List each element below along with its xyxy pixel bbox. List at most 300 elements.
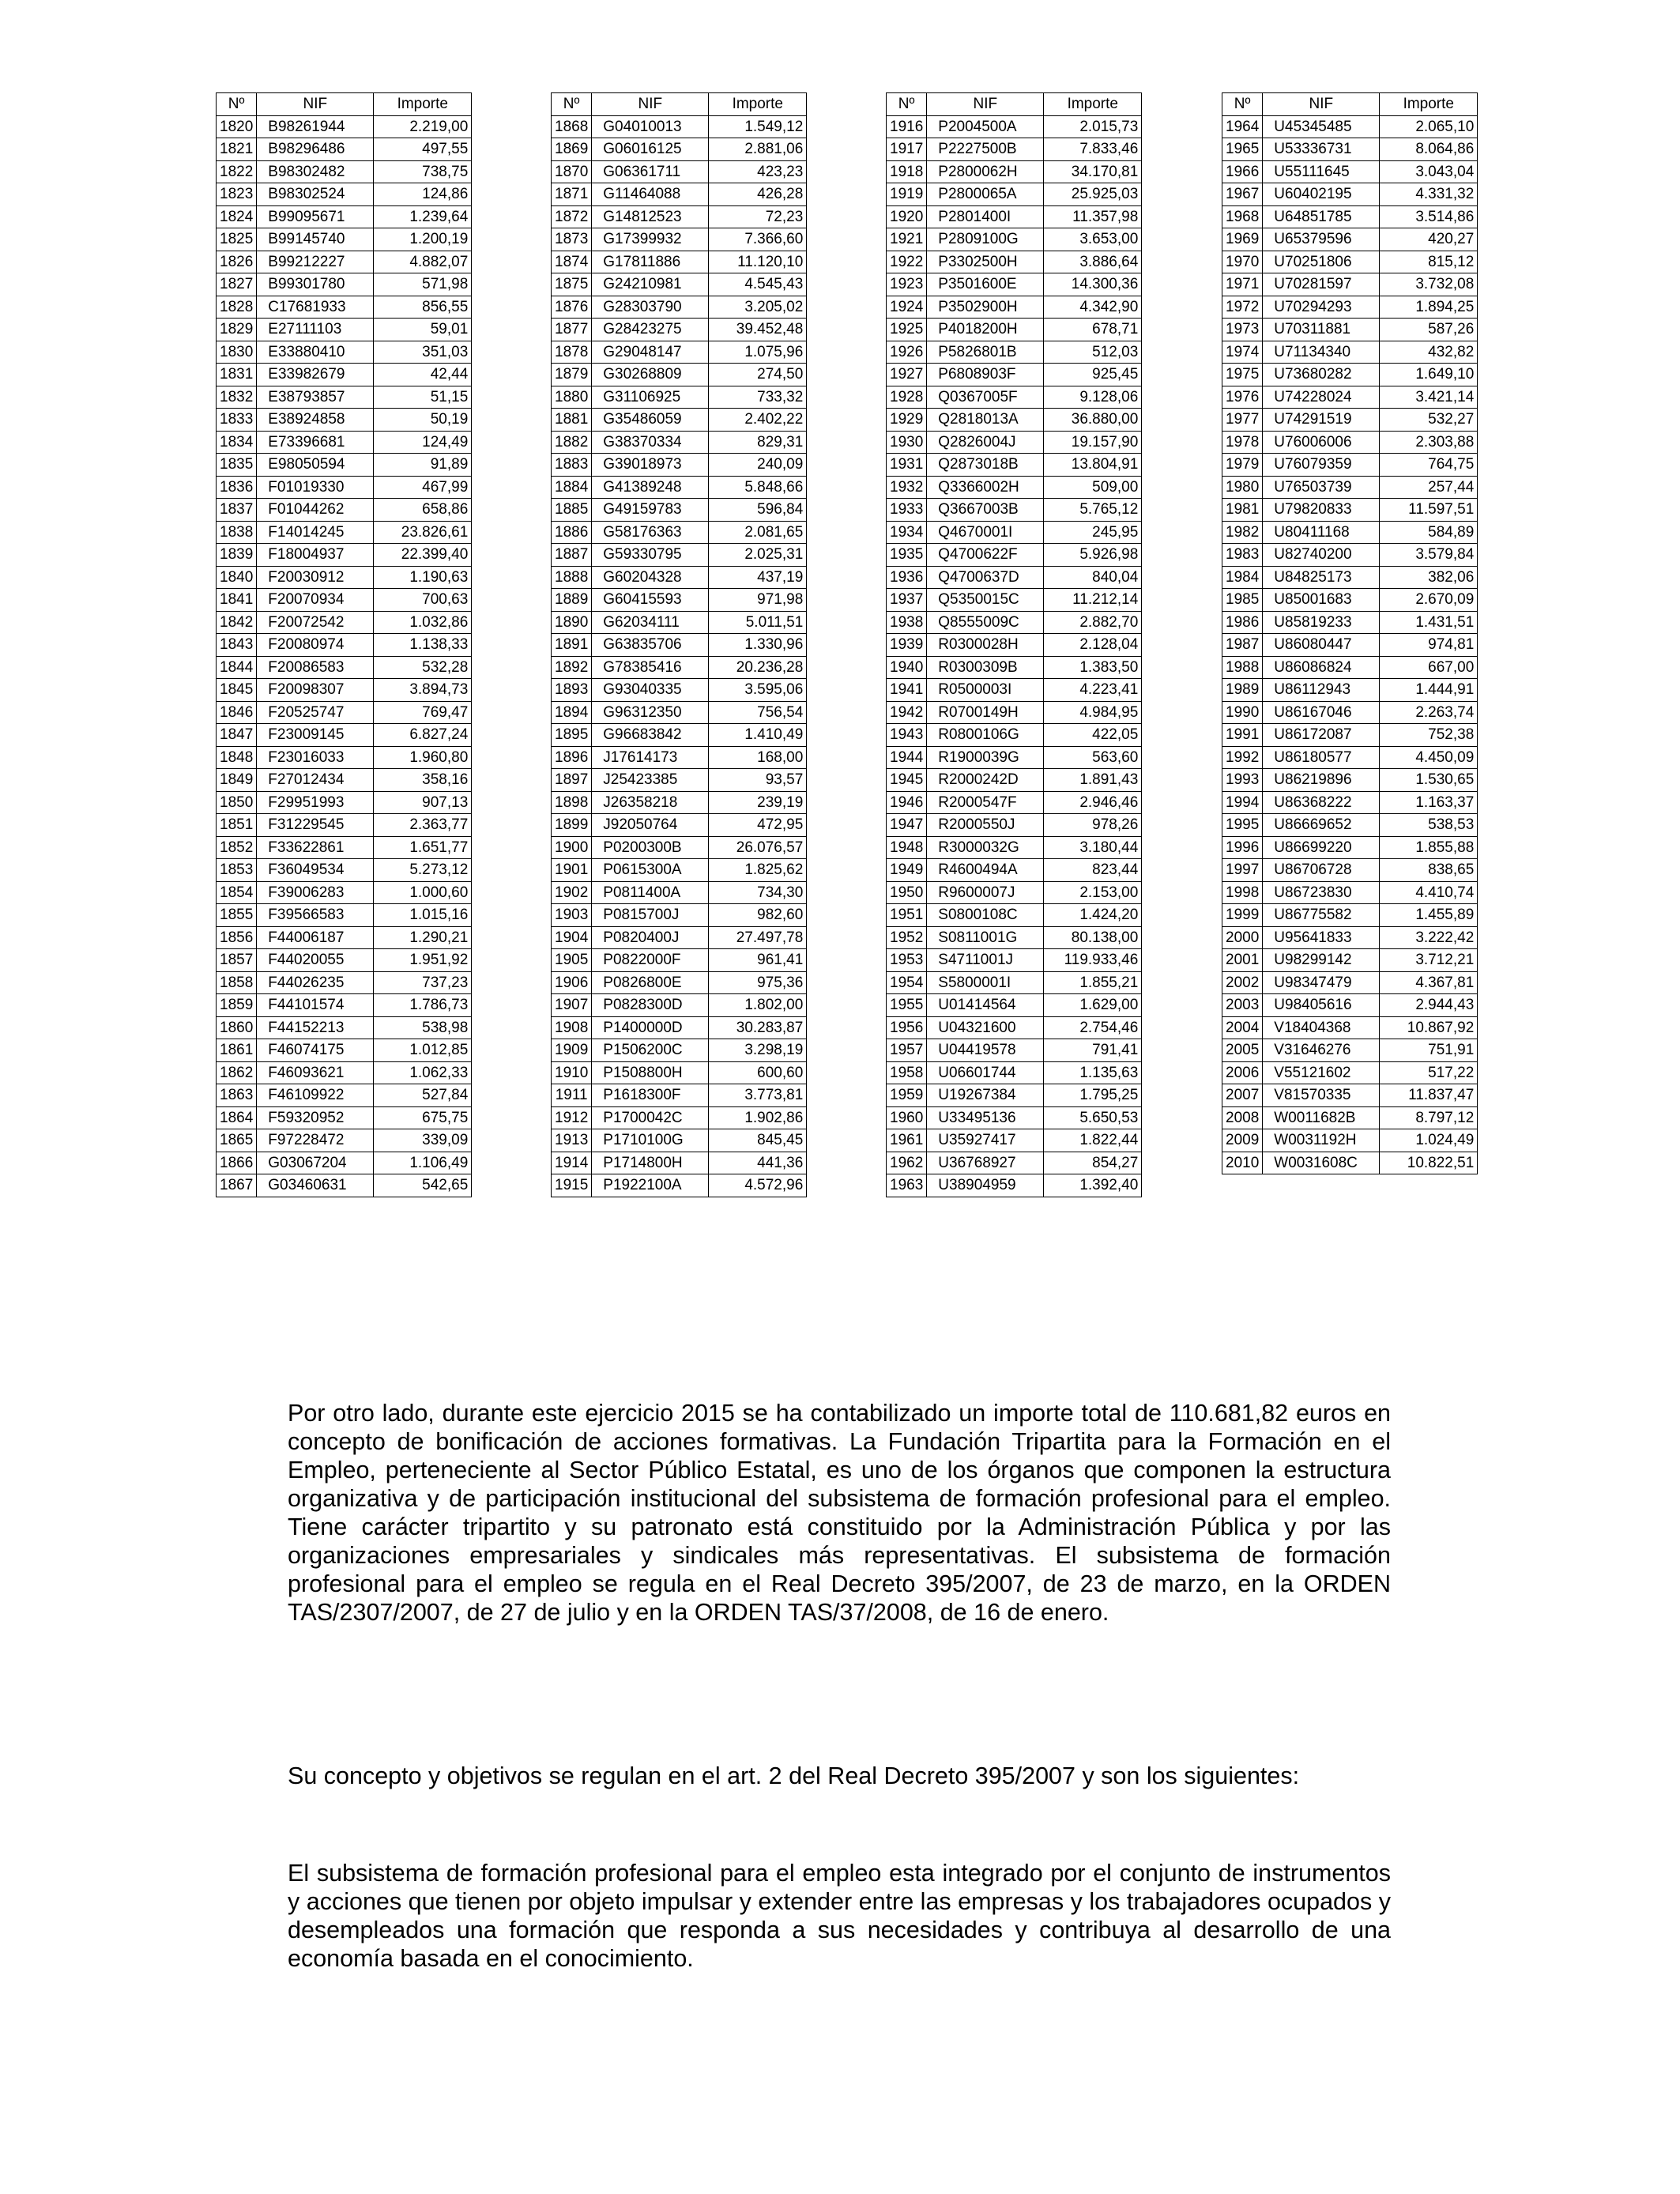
table-row: [1222, 769, 1478, 792]
row-nif: P0822000F: [592, 949, 709, 972]
table-row: [552, 1084, 807, 1107]
row-nif: C17681933: [257, 296, 374, 319]
table-row: [217, 183, 472, 206]
row-importe: 1.822,44: [1044, 1129, 1142, 1152]
table-row: [217, 634, 472, 657]
table-header-row: [1222, 93, 1478, 116]
table-row: [217, 566, 472, 589]
row-number: 1927: [887, 364, 927, 386]
row-number: 1827: [217, 273, 257, 296]
table-row: [552, 791, 807, 814]
row-number: 2002: [1222, 971, 1263, 994]
row-number: 1825: [217, 228, 257, 251]
table-row: [1222, 611, 1478, 634]
row-number: 1879: [552, 364, 592, 386]
row-nif: F01019330: [257, 476, 374, 499]
row-number: 1891: [552, 634, 592, 657]
table-row: [1222, 656, 1478, 679]
table-row: [552, 971, 807, 994]
paragraph-bonificacion: Por otro lado, durante este ejercicio 2015 se ha contabilizado un importe total de 110.681,82 euros en concepto de bonificación de acciones formativas. La Fundación Tripartita para la Formación en el Empleo, perteneciente al Sector Público Estatal, es uno de los órganos que componen la estructura organizativa y de participación institucional del subsistema de formación profesional para el empleo. Tiene carácter tripartito y su patronato está constituido por la Administración Pública y por las organizaciones empresariales y sindicales más representativas. El subsistema de formación profesional para el empleo se regula en el Real Decreto 395/2007, de 23 de marzo, en la ORDEN TAS/2307/2007, de 27 de julio y en la ORDEN TAS/37/2008, de 16 de enero.: [288, 1400, 1391, 1626]
bonificaciones-table-1: [216, 92, 472, 1197]
row-importe: 3.043,04: [1380, 160, 1478, 183]
row-number: 1910: [552, 1061, 592, 1084]
row-nif: G49159783: [592, 499, 709, 522]
row-importe: 764,75: [1380, 454, 1478, 477]
row-importe: 840,04: [1044, 566, 1142, 589]
row-number: 1979: [1222, 454, 1263, 477]
row-nif: F44020055: [257, 949, 374, 972]
table-row: [217, 138, 472, 161]
row-importe: 382,06: [1380, 566, 1478, 589]
table-row: [217, 476, 472, 499]
row-importe: 6.827,24: [374, 724, 472, 747]
row-number: 1934: [887, 521, 927, 544]
row-importe: 1.290,21: [374, 926, 472, 949]
row-nif: U53336731: [1263, 138, 1380, 161]
table-row: [1222, 994, 1478, 1017]
table-row: [552, 701, 807, 724]
row-importe: 1.163,37: [1380, 791, 1478, 814]
row-number: 1964: [1222, 115, 1263, 138]
row-nif: G96683842: [592, 724, 709, 747]
row-nif: V31646276: [1263, 1039, 1380, 1062]
table-row: [1222, 724, 1478, 747]
row-nif: U85819233: [1263, 611, 1380, 634]
row-importe: 124,86: [374, 183, 472, 206]
table-row: [1222, 205, 1478, 228]
row-importe: 1.649,10: [1380, 364, 1478, 386]
row-importe: 854,27: [1044, 1152, 1142, 1174]
table-row: [887, 859, 1142, 882]
row-importe: 3.886,64: [1044, 251, 1142, 273]
row-importe: 961,41: [709, 949, 807, 972]
row-number: 1999: [1222, 904, 1263, 927]
table-row: [552, 769, 807, 792]
row-number: 1921: [887, 228, 927, 251]
row-importe: 11.597,51: [1380, 499, 1478, 522]
table-row: [217, 904, 472, 927]
row-importe: 5.273,12: [374, 859, 472, 882]
row-importe: 72,23: [709, 205, 807, 228]
row-nif: P2800062H: [927, 160, 1044, 183]
row-nif: Q4670001I: [927, 521, 1044, 544]
row-importe: 2.263,74: [1380, 701, 1478, 724]
row-importe: 791,41: [1044, 1039, 1142, 1062]
row-number: 1988: [1222, 656, 1263, 679]
row-importe: 678,71: [1044, 319, 1142, 341]
row-nif: F39566583: [257, 904, 374, 927]
row-importe: 426,28: [709, 183, 807, 206]
row-number: 1832: [217, 386, 257, 409]
table-row: [1222, 454, 1478, 477]
row-number: 1923: [887, 273, 927, 296]
table-row: [552, 724, 807, 747]
table-row: [552, 881, 807, 904]
row-number: 1996: [1222, 836, 1263, 859]
row-nif: P2809100G: [927, 228, 1044, 251]
row-nif: U33495136: [927, 1106, 1044, 1129]
row-nif: F23009145: [257, 724, 374, 747]
row-nif: F29951993: [257, 791, 374, 814]
row-nif: P5826801B: [927, 341, 1044, 364]
row-nif: P1922100A: [592, 1174, 709, 1197]
row-number: 1987: [1222, 634, 1263, 657]
row-nif: F44152213: [257, 1016, 374, 1039]
table-row: [887, 273, 1142, 296]
row-number: 1831: [217, 364, 257, 386]
row-number: 1867: [217, 1174, 257, 1197]
row-importe: 738,75: [374, 160, 472, 183]
row-number: 1970: [1222, 251, 1263, 273]
table-row: [887, 1016, 1142, 1039]
table-row: [217, 319, 472, 341]
row-nif: U45345485: [1263, 115, 1380, 138]
row-nif: R0300309B: [927, 656, 1044, 679]
row-importe: 1.530,65: [1380, 769, 1478, 792]
row-number: 1908: [552, 1016, 592, 1039]
row-number: 1983: [1222, 544, 1263, 567]
row-importe: 1.891,43: [1044, 769, 1142, 792]
row-number: 1881: [552, 409, 592, 432]
row-number: 1919: [887, 183, 927, 206]
row-nif: P1714800H: [592, 1152, 709, 1174]
row-number: 1906: [552, 971, 592, 994]
row-nif: P2004500A: [927, 115, 1044, 138]
row-importe: 30.283,87: [709, 1016, 807, 1039]
row-nif: U86775582: [1263, 904, 1380, 927]
row-nif: R0700149H: [927, 701, 1044, 724]
row-importe: 1.960,80: [374, 746, 472, 769]
row-importe: 5.926,98: [1044, 544, 1142, 567]
row-importe: 59,01: [374, 319, 472, 341]
row-nif: U86723830: [1263, 881, 1380, 904]
row-number: 1905: [552, 949, 592, 972]
row-number: 1864: [217, 1106, 257, 1129]
table-row: [552, 386, 807, 409]
row-nif: F01044262: [257, 499, 374, 522]
row-nif: W0011682B: [1263, 1106, 1380, 1129]
table-row: [887, 971, 1142, 994]
table-row: [552, 1129, 807, 1152]
table-row: [887, 994, 1142, 1017]
row-nif: F23016033: [257, 746, 374, 769]
row-importe: 1.444,91: [1380, 679, 1478, 702]
row-importe: 5.650,53: [1044, 1106, 1142, 1129]
row-importe: 339,09: [374, 1129, 472, 1152]
row-number: 1843: [217, 634, 257, 657]
row-nif: G78385416: [592, 656, 709, 679]
row-nif: F44101574: [257, 994, 374, 1017]
table-row: [217, 160, 472, 183]
row-number: 1854: [217, 881, 257, 904]
row-importe: 2.670,09: [1380, 589, 1478, 612]
row-nif: S0800108C: [927, 904, 1044, 927]
row-importe: 3.180,44: [1044, 836, 1142, 859]
row-number: 1826: [217, 251, 257, 273]
table-row: [887, 634, 1142, 657]
row-number: 1866: [217, 1152, 257, 1174]
row-nif: F44006187: [257, 926, 374, 949]
row-number: 1912: [552, 1106, 592, 1129]
table-row: [217, 364, 472, 386]
row-importe: 737,23: [374, 971, 472, 994]
row-number: 1874: [552, 251, 592, 273]
row-nif: R2000547F: [927, 791, 1044, 814]
paragraph-concepto: Su concepto y objetivos se regulan en el art. 2 del Real Decreto 395/2007 y son los siguientes:: [288, 1762, 1300, 1789]
row-number: 1889: [552, 589, 592, 612]
row-number: 1967: [1222, 183, 1263, 206]
row-importe: 1.795,25: [1044, 1084, 1142, 1107]
table-row: [217, 679, 472, 702]
table-row: [887, 836, 1142, 859]
row-number: 1865: [217, 1129, 257, 1152]
table-row: [887, 679, 1142, 702]
importe-header: Importe: [1380, 93, 1478, 116]
row-number: 1847: [217, 724, 257, 747]
row-nif: U04419578: [927, 1039, 1044, 1062]
row-number: 1892: [552, 656, 592, 679]
row-number: 1845: [217, 679, 257, 702]
table-row: [217, 115, 472, 138]
table-row: [1222, 746, 1478, 769]
row-number: 1899: [552, 814, 592, 837]
row-importe: 3.732,08: [1380, 273, 1478, 296]
row-importe: 91,89: [374, 454, 472, 477]
row-number: 1904: [552, 926, 592, 949]
nif-header: NIF: [927, 93, 1044, 116]
row-nif: U98299142: [1263, 949, 1380, 972]
row-number: 1839: [217, 544, 257, 567]
row-number: 1944: [887, 746, 927, 769]
table-row: [1222, 499, 1478, 522]
row-nif: P3501600E: [927, 273, 1044, 296]
row-nif: U86368222: [1263, 791, 1380, 814]
table-row: [887, 296, 1142, 319]
row-importe: 907,13: [374, 791, 472, 814]
table-row: [1222, 273, 1478, 296]
row-nif: F18004937: [257, 544, 374, 567]
row-number: 1937: [887, 589, 927, 612]
row-nif: Q4700622F: [927, 544, 1044, 567]
row-importe: 11.837,47: [1380, 1084, 1478, 1107]
bonificaciones-table-4: [1222, 92, 1478, 1174]
row-nif: F27012434: [257, 769, 374, 792]
row-number: 1873: [552, 228, 592, 251]
table-row: [217, 814, 472, 837]
row-number: 1936: [887, 566, 927, 589]
row-nif: P0828300D: [592, 994, 709, 1017]
table-row: [1222, 431, 1478, 454]
row-importe: 351,03: [374, 341, 472, 364]
row-nif: V81570335: [1263, 1084, 1380, 1107]
row-nif: E38924858: [257, 409, 374, 432]
row-nif: P3502900H: [927, 296, 1044, 319]
row-number: 1901: [552, 859, 592, 882]
row-nif: P0615300A: [592, 859, 709, 882]
table-row: [887, 1129, 1142, 1152]
row-nif: U76503739: [1263, 476, 1380, 499]
table-row: [552, 679, 807, 702]
row-number: 1871: [552, 183, 592, 206]
row-number: 1950: [887, 881, 927, 904]
row-nif: P1508800H: [592, 1061, 709, 1084]
row-number: 1841: [217, 589, 257, 612]
row-number: 1869: [552, 138, 592, 161]
row-importe: 2.944,43: [1380, 994, 1478, 1017]
row-number: 1897: [552, 769, 592, 792]
row-importe: 982,60: [709, 904, 807, 927]
row-importe: 2.081,65: [709, 521, 807, 544]
row-number: 1838: [217, 521, 257, 544]
table-row: [1222, 949, 1478, 972]
row-number: 1952: [887, 926, 927, 949]
row-number: 1976: [1222, 386, 1263, 409]
row-importe: 1.106,49: [374, 1152, 472, 1174]
row-number: 1850: [217, 791, 257, 814]
table-row: [552, 431, 807, 454]
n-header: Nº: [217, 93, 257, 116]
row-nif: F44026235: [257, 971, 374, 994]
row-number: 1962: [887, 1152, 927, 1174]
table-row: [1222, 971, 1478, 994]
table-row: [552, 251, 807, 273]
row-number: 1830: [217, 341, 257, 364]
row-importe: 829,31: [709, 431, 807, 454]
row-number: 1922: [887, 251, 927, 273]
row-importe: 1.855,21: [1044, 971, 1142, 994]
row-number: 1837: [217, 499, 257, 522]
row-importe: 3.421,14: [1380, 386, 1478, 409]
row-number: 2009: [1222, 1129, 1263, 1152]
table-row: [552, 1061, 807, 1084]
row-nif: G28423275: [592, 319, 709, 341]
row-importe: 734,30: [709, 881, 807, 904]
row-nif: G17811886: [592, 251, 709, 273]
table-row: [552, 1106, 807, 1129]
row-number: 1916: [887, 115, 927, 138]
row-number: 2005: [1222, 1039, 1263, 1062]
table-row: [887, 589, 1142, 612]
row-nif: U70281597: [1263, 273, 1380, 296]
row-number: 1925: [887, 319, 927, 341]
row-nif: U82740200: [1263, 544, 1380, 567]
table-row: [1222, 566, 1478, 589]
row-number: 1965: [1222, 138, 1263, 161]
row-nif: P4018200H: [927, 319, 1044, 341]
row-nif: G59330795: [592, 544, 709, 567]
row-nif: U86669652: [1263, 814, 1380, 837]
row-nif: P0826800E: [592, 971, 709, 994]
row-nif: P0200300B: [592, 836, 709, 859]
table-row: [552, 341, 807, 364]
row-importe: 11.357,98: [1044, 205, 1142, 228]
row-nif: G35486059: [592, 409, 709, 432]
row-number: 1918: [887, 160, 927, 183]
row-importe: 1.786,73: [374, 994, 472, 1017]
row-nif: S5800001I: [927, 971, 1044, 994]
table-row: [1222, 859, 1478, 882]
table-row: [887, 409, 1142, 432]
table-row: [552, 566, 807, 589]
nif-header: NIF: [257, 93, 374, 116]
table-row: [552, 476, 807, 499]
row-number: 1945: [887, 769, 927, 792]
row-importe: 1.825,62: [709, 859, 807, 882]
row-number: 1942: [887, 701, 927, 724]
table-row: [552, 656, 807, 679]
row-importe: 432,82: [1380, 341, 1478, 364]
row-nif: V18404368: [1263, 1016, 1380, 1039]
row-importe: 1.075,96: [709, 341, 807, 364]
row-nif: U98347479: [1263, 971, 1380, 994]
row-importe: 3.298,19: [709, 1039, 807, 1062]
row-importe: 497,55: [374, 138, 472, 161]
row-nif: R9600007J: [927, 881, 1044, 904]
row-number: 2004: [1222, 1016, 1263, 1039]
row-nif: B98261944: [257, 115, 374, 138]
row-number: 1981: [1222, 499, 1263, 522]
row-nif: B99145740: [257, 228, 374, 251]
row-nif: B99095671: [257, 205, 374, 228]
row-nif: F59320952: [257, 1106, 374, 1129]
row-importe: 587,26: [1380, 319, 1478, 341]
row-importe: 509,00: [1044, 476, 1142, 499]
table-row: [1222, 1106, 1478, 1129]
row-nif: G06361711: [592, 160, 709, 183]
row-number: 1868: [552, 115, 592, 138]
row-importe: 532,27: [1380, 409, 1478, 432]
row-nif: U19267384: [927, 1084, 1044, 1107]
row-nif: J25423385: [592, 769, 709, 792]
table-row: [217, 1106, 472, 1129]
table-header-row: [552, 93, 807, 116]
row-importe: 2.402,22: [709, 409, 807, 432]
row-nif: B98296486: [257, 138, 374, 161]
row-importe: 26.076,57: [709, 836, 807, 859]
table-row: [552, 115, 807, 138]
table-row: [552, 994, 807, 1017]
row-number: 1997: [1222, 859, 1263, 882]
row-importe: 845,45: [709, 1129, 807, 1152]
row-nif: G29048147: [592, 341, 709, 364]
row-importe: 472,95: [709, 814, 807, 837]
row-number: 1990: [1222, 701, 1263, 724]
row-nif: J26358218: [592, 791, 709, 814]
table-row: [887, 431, 1142, 454]
row-importe: 39.452,48: [709, 319, 807, 341]
row-number: 1861: [217, 1039, 257, 1062]
table-row: [887, 341, 1142, 364]
row-number: 1985: [1222, 589, 1263, 612]
table-row: [217, 1061, 472, 1084]
n-header: Nº: [552, 93, 592, 116]
row-nif: Q3667003B: [927, 499, 1044, 522]
row-number: 1986: [1222, 611, 1263, 634]
row-importe: 27.497,78: [709, 926, 807, 949]
row-importe: 1.012,85: [374, 1039, 472, 1062]
row-number: 1886: [552, 521, 592, 544]
row-importe: 3.773,81: [709, 1084, 807, 1107]
row-number: 1860: [217, 1016, 257, 1039]
table-row: [1222, 1152, 1478, 1174]
row-importe: 2.881,06: [709, 138, 807, 161]
table-row: [217, 273, 472, 296]
row-nif: G04010013: [592, 115, 709, 138]
row-number: 1862: [217, 1061, 257, 1084]
row-importe: 563,60: [1044, 746, 1142, 769]
row-number: 1951: [887, 904, 927, 927]
row-number: 1883: [552, 454, 592, 477]
